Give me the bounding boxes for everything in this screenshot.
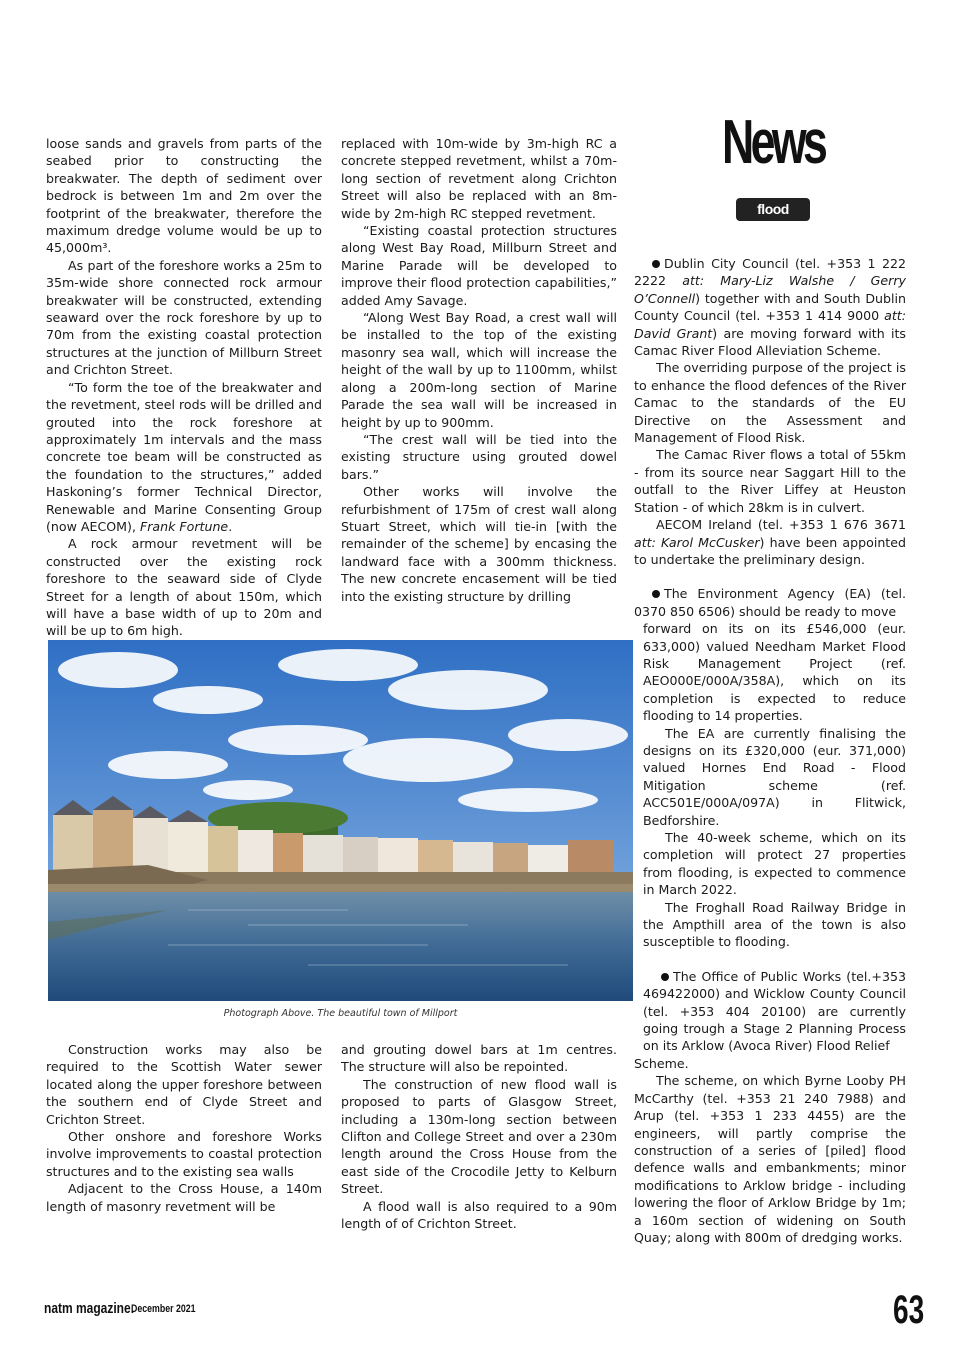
harbour-illustration	[48, 640, 633, 1001]
page-number: 63	[893, 1288, 925, 1332]
paragraph: The construction of new flood wall is proposed to parts of Glasgow Street, including a 130m-long section between Clifton and College Street and over a 230m length around the Cross House from the east side of the Crocodile Jetty to Kelburn Street.	[341, 1076, 617, 1197]
contact-name: att: Mary-Liz Walshe / Gerry O’Connell	[634, 273, 906, 306]
narrow-block	[634, 620, 906, 1055]
paragraph: Other onshore and foreshore Works involve improvements to coastal protection structures and to the existing sea walls	[46, 1129, 322, 1179]
paragraph: The Camac River flows a total of 55km - from its source near Saggart Hill to the outfall to the River Liffey at Heuston Station - of which 28km is in culvert.	[634, 447, 906, 515]
bullet-icon	[652, 260, 660, 268]
paragraph: The EA are currently finalising the designs on its £320,000 (eur. 371,000) valued Hornes End Road - Flood Mitigation scheme (ref. ACC501E/000A/097A) in Flitwick, Bedforshire.	[643, 725, 906, 828]
contact-name: att: Karol McCusker	[634, 534, 760, 550]
text-run: AECOM Ireland (tel. +353 1 676 3671	[656, 517, 906, 533]
paragraph: A flood wall is also required to a 90m length of of Crichton Street.	[341, 1198, 617, 1232]
contact-name: att: David Grant	[634, 308, 906, 341]
paragraph: replaced with 10m-wide by 3m-high RC a concrete stepped revetment, whilst a 70m-long section of revetment along Crichton Street will also be replaced with an 8m-wide by 2m-high RC stepped revetment.	[341, 136, 617, 221]
paragraph: A rock armour revetment will be constructed over the existing rock foreshore to the seaward side of Clyde Street for a length of about 150m, which will have a base width of up to 20m and will be up to 6m high.	[46, 536, 322, 639]
bullet-icon	[661, 973, 669, 981]
text-run: ) together with and South Dublin County Council (tel. +353 1 414 9000	[634, 290, 906, 324]
person-name: Frank Fortune	[139, 518, 229, 534]
news-item-environment-agency	[634, 585, 906, 620]
photo-caption: Photograph Above. The beautiful town of Millport	[223, 1008, 458, 1019]
section-title: News	[722, 108, 825, 177]
millport-photo	[48, 640, 633, 1001]
paragraph: Adjacent to the Cross House, a 140m length of masonry revetment will be	[46, 1181, 322, 1214]
paragraph	[634, 516, 906, 568]
paragraph: The overriding purpose of the project is to enhance the flood defences of the River Camac to the standards of the EU Directive on the Assessment and Management of Flood Risk.	[634, 360, 906, 446]
magazine-brand: natm magazine.	[44, 1300, 135, 1317]
paragraph: As part of the foreshore works a 25m to 35m-wide shore connected rock armour breakwater will be constructed, extending seaward over the rock foreshore by up to 70m from the existing coastal protection structures at the junction of Millburn Street and Crichton Street.	[46, 257, 322, 378]
issue-date: December 2021	[131, 1303, 196, 1315]
paragraph: and grouting dowel bars at 1m centres. The structure will also be repointed.	[341, 1042, 617, 1075]
text-run: ) are moving forward with its Camac River Flood Alleviation Scheme.	[634, 325, 906, 359]
paragraph	[46, 379, 322, 536]
paragraph: “Along West Bay Road, a crest wall will be installed to the top of the existing masonry sea wall, which will increase the height of the wall by up to 1100mm, whilst along a 200m-long section of Marine Parade the sea wall will be increased in height by up to 900mm.	[341, 310, 617, 430]
category-badge: flood	[736, 198, 810, 221]
paragraph: The Froghall Road Railway Bridge in the Ampthill area of the town is also susceptible to flooding.	[643, 899, 906, 950]
text-run: The Office of Public Works (tel.+353 469422000) and Wicklow County Council (tel. +353 404 20100) are currently going trough a Stage 2 Planning Process on its Arklow (Avoca River) Flood Relief	[643, 968, 906, 1054]
text-run: Dublin City Council (tel. +353 1 222 2222	[634, 256, 906, 289]
article-column-2-continued	[341, 1041, 617, 1232]
news-item-opw	[643, 968, 906, 1055]
paragraph: forward on its on its £546,000 (eur. 633,000) valued Needham Market Flood Risk Management Project (ref. AEO000E/000A/358A), which on its completion is expected to reduce flooding to 14 properties.	[643, 621, 906, 724]
paragraph: The 40-week scheme, which on its completion will protect 27 properties from flooding, is expected to commence in March 2022.	[643, 830, 906, 898]
text-run: The Environment Agency (EA) (tel. 0370 850 6506) should be ready to move	[634, 586, 906, 619]
paragraph: The scheme, on which Byrne Looby PH McCarthy (tel. +353 21 240 7988) and Arup (tel. +353 1 233 4455) are the engineers, will partly comprise the construction of a series of [piled] flood defence walls and embankments; minor modifications to Arklow bridge - including lowering the floor of Arklow Bridge by 1m; a 160m section of widening on South Quay; along with 800m of dredging works.	[634, 1073, 906, 1245]
news-column	[634, 255, 906, 1246]
text-run: .	[228, 518, 233, 534]
text-run: ) have been appointed to undertake the preliminary design.	[634, 534, 906, 567]
article-column-1	[46, 135, 322, 640]
paragraph: “Existing coastal protection structures along West Bay Road, Millburn Street and Marine Parade will be developed to improve their flood protection capabilities,” added Amy Savage.	[341, 223, 617, 308]
text-run: “To form the toe of the breakwater and the revetment, steel rods will be drilled and grouted into the rock foreshore at approximately 1m intervals and the mass concrete toe beam will be constructed as the foundation to the structures,” added Haskoning’s former Technical Director, Renewable and Marine Consenting Group (now AECOM),	[46, 379, 322, 534]
paragraph: Scheme.	[634, 1055, 689, 1071]
paragraph: “The crest wall will be tied into the existing structure using grouted dowel bars.”	[341, 431, 617, 482]
article-column-2	[341, 135, 617, 605]
paragraph: Other works will involve the refurbishment of 175m of crest wall along Stuart Street, which will tie-in [with the remainder of the scheme] by encasing the landward face with a 300mm thickness. The new concrete encasement will be tied into the existing structure by drilling	[341, 484, 617, 604]
paragraph: Construction works may also be required to the Scottish Water sewer located along the upper foreshore between the southern end of Clyde Street and Crichton Street.	[46, 1042, 322, 1127]
bullet-icon	[652, 590, 660, 598]
paragraph: loose sands and gravels from parts of the seabed prior to constructing the breakwater. The depth of sediment over bedrock is between 1m and 2m over the footprint of the breakwater, therefore the maximum dredge volume would be up to 45,000m³.	[46, 136, 322, 256]
article-column-1-continued	[46, 1041, 322, 1215]
news-item-dublin	[634, 255, 906, 359]
